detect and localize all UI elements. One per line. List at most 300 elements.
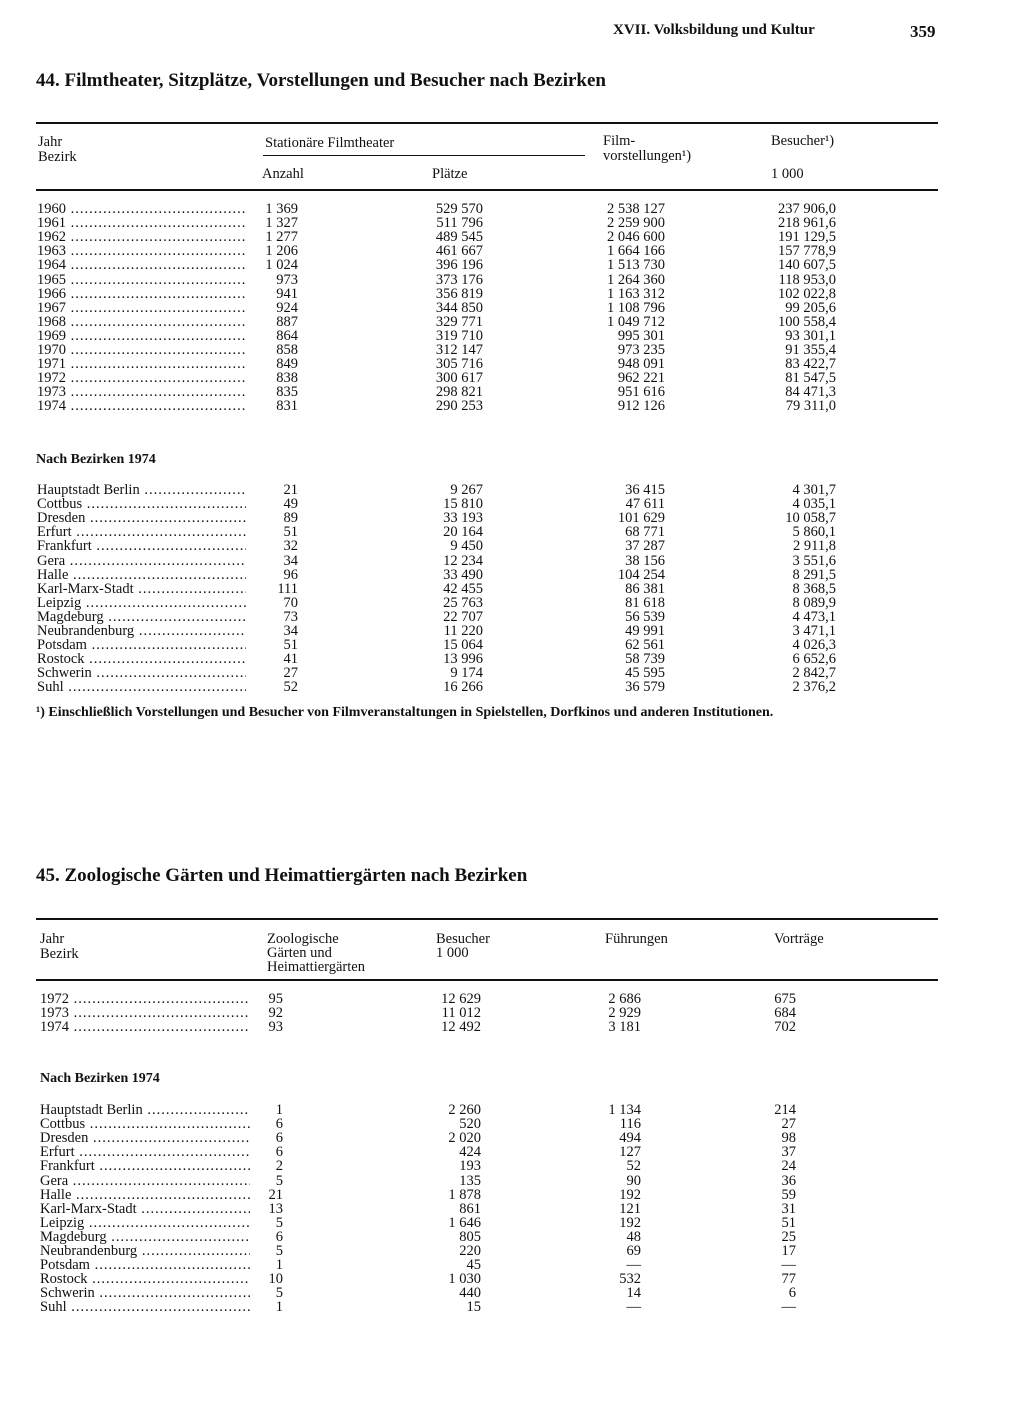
cell-value: 2	[275, 1158, 283, 1175]
cell-value: 1 049 712	[607, 313, 665, 330]
cell-value: 191 129,5	[778, 229, 836, 246]
cell-value: 220	[459, 1243, 481, 1259]
cell-value: 51	[283, 524, 298, 541]
cell-value: 1 369	[265, 201, 298, 217]
cell-value: 135	[459, 1172, 481, 1189]
row-label: Schwerin .....	[40, 1286, 250, 1300]
cell-value: 4 473,1	[792, 608, 836, 625]
cell-value: 33 490	[443, 566, 483, 583]
table44-header-jahr: Jahr	[38, 134, 63, 150]
cell-value: 36 579	[625, 679, 665, 696]
table-row	[0, 287, 1024, 301]
cell-value: 25	[781, 1228, 796, 1245]
cell-value: 118 953,0	[778, 271, 836, 288]
row-label: 1962 .....	[37, 230, 246, 244]
row-label: Leipzig .....	[40, 1216, 250, 1230]
table-row	[0, 539, 1024, 553]
cell-value: 2 911,8	[793, 538, 836, 555]
cell-value: 59	[781, 1186, 796, 1203]
row-label: Suhl .....	[37, 680, 246, 694]
row-label: 1968 .....	[37, 315, 246, 329]
row-label: Erfurt .....	[40, 1145, 250, 1159]
cell-value: —	[781, 1257, 796, 1274]
cell-value: 373 176	[435, 271, 483, 288]
table44-top-rule	[36, 122, 938, 124]
row-label: Frankfurt .....	[40, 1159, 250, 1173]
table-row	[0, 216, 1024, 230]
cell-value: 52	[626, 1158, 641, 1175]
cell-value: 33 193	[443, 510, 483, 527]
cell-value: 214	[774, 1102, 796, 1118]
cell-value: 9 450	[450, 538, 483, 555]
cell-value: 101 629	[617, 510, 665, 527]
row-label: Cottbus .....	[40, 1117, 250, 1131]
cell-value: 300 617	[435, 370, 483, 387]
table-row	[0, 258, 1024, 272]
table45-top-rule	[36, 918, 938, 920]
cell-value: 31	[781, 1200, 796, 1217]
table-row	[0, 357, 1024, 371]
cell-value: 329 771	[435, 313, 483, 330]
cell-value: 95	[268, 991, 283, 1007]
cell-value: 1 206	[265, 243, 298, 260]
cell-value: —	[626, 1257, 641, 1274]
table-row	[0, 1300, 1024, 1314]
table-row	[0, 343, 1024, 357]
table45-header-vortraege: Vorträge	[774, 931, 824, 947]
row-label: Gera .....	[37, 554, 246, 568]
cell-value: 1 134	[608, 1102, 641, 1118]
cell-value: 3 471,1	[792, 623, 836, 639]
cell-value: 3 551,6	[792, 552, 836, 569]
row-label: 1965 .....	[37, 273, 246, 287]
cell-value: 1	[275, 1257, 283, 1274]
cell-value: 10	[268, 1271, 283, 1288]
table-row	[0, 230, 1024, 244]
cell-value: 511 796	[436, 215, 483, 232]
table-row	[0, 1020, 1024, 1034]
cell-value: 48	[626, 1228, 641, 1245]
table-row	[0, 202, 1024, 216]
cell-value: 2 046 600	[607, 229, 665, 246]
cell-value: 529 570	[435, 201, 483, 217]
table44-header-film-1: Film-	[603, 133, 636, 149]
cell-value: 14	[626, 1285, 641, 1302]
cell-value: 47 611	[625, 496, 665, 513]
table-row	[0, 638, 1024, 652]
cell-value: 11 220	[443, 623, 483, 639]
row-label: 1964 .....	[37, 258, 246, 272]
cell-value: 17	[781, 1243, 796, 1259]
table44-header-anzahl: Anzahl	[262, 166, 304, 182]
cell-value: 192	[619, 1186, 641, 1203]
table-row	[0, 680, 1024, 694]
table-row	[0, 483, 1024, 497]
cell-value: 140 607,5	[778, 257, 836, 274]
table-row	[0, 329, 1024, 343]
cell-value: 8 291,5	[792, 566, 836, 583]
cell-value: 38 156	[625, 552, 665, 569]
row-label: Neubrandenburg .....	[37, 624, 246, 638]
cell-value: 13 996	[443, 651, 483, 668]
cell-value: 1 513 730	[607, 257, 665, 274]
cell-value: 12 234	[443, 552, 483, 569]
cell-value: 96	[283, 566, 298, 583]
table-row	[0, 525, 1024, 539]
table-row	[0, 1202, 1024, 1216]
cell-value: 5 860,1	[792, 524, 836, 541]
cell-value: 93 301,1	[785, 327, 836, 344]
cell-value: 121	[619, 1200, 641, 1217]
table-row	[0, 554, 1024, 568]
cell-value: 1 030	[448, 1271, 481, 1288]
table-row	[0, 568, 1024, 582]
cell-value: 1 264 360	[607, 271, 665, 288]
cell-value: 838	[276, 370, 298, 387]
cell-value: 116	[619, 1116, 641, 1133]
table-row	[0, 301, 1024, 315]
cell-value: —	[781, 1299, 796, 1316]
cell-value: 8 368,5	[792, 580, 836, 597]
cell-value: 86 381	[625, 580, 665, 597]
cell-value: 4 026,3	[792, 637, 836, 654]
cell-value: 193	[459, 1158, 481, 1175]
row-label: Karl-Marx-Stadt .....	[37, 582, 246, 596]
cell-value: 92	[268, 1005, 283, 1022]
cell-value: 675	[774, 991, 796, 1007]
cell-value: 2 259 900	[607, 215, 665, 232]
cell-value: 34	[283, 552, 298, 569]
table-row	[0, 1272, 1024, 1286]
cell-value: 51	[781, 1214, 796, 1231]
cell-value: 9 174	[450, 665, 483, 682]
cell-value: 684	[774, 1005, 796, 1022]
row-label: Rostock .....	[37, 652, 246, 666]
cell-value: 1	[275, 1299, 283, 1316]
cell-value: 1 163 312	[607, 285, 665, 302]
cell-value: 396 196	[435, 257, 483, 274]
row-label: 1967 .....	[37, 301, 246, 315]
cell-value: 45	[466, 1257, 481, 1274]
cell-value: 84 471,3	[785, 384, 836, 401]
cell-value: 1	[275, 1102, 283, 1118]
table44-header-film-2: vorstellungen¹)	[603, 148, 692, 164]
cell-value: 3 181	[608, 1019, 641, 1036]
row-label: Frankfurt .....	[37, 539, 246, 553]
cell-value: 12 492	[441, 1019, 481, 1036]
cell-value: 6	[275, 1130, 283, 1147]
cell-value: 15	[466, 1299, 481, 1316]
cell-value: 298 821	[435, 384, 483, 401]
cell-value: 2 686	[608, 991, 641, 1007]
cell-value: 24	[781, 1158, 796, 1175]
cell-value: 924	[276, 299, 298, 316]
cell-value: 102 022,8	[778, 285, 836, 302]
cell-value: 1 277	[265, 229, 298, 246]
cell-value: 58 739	[625, 651, 665, 668]
row-label: Hauptstadt Berlin .....	[40, 1103, 250, 1117]
row-label: Karl-Marx-Stadt .....	[40, 1202, 250, 1216]
table45-header-jahr: Jahr	[40, 931, 65, 947]
row-label: Gera .....	[40, 1174, 250, 1188]
cell-value: 489 545	[435, 229, 483, 246]
cell-value: 36	[781, 1172, 796, 1189]
cell-value: 25 763	[443, 594, 483, 611]
cell-value: 27	[283, 665, 298, 682]
table-row	[0, 1174, 1024, 1188]
table-row	[0, 652, 1024, 666]
row-label: Potsdam .....	[37, 638, 246, 652]
cell-value: 62 561	[625, 637, 665, 654]
cell-value: 962 221	[617, 370, 665, 387]
cell-value: 11 012	[441, 1005, 481, 1022]
cell-value: 111	[277, 580, 298, 597]
table44-header-besucher: Besucher¹)	[771, 133, 835, 149]
cell-value: 69	[626, 1243, 641, 1259]
table-row	[0, 666, 1024, 680]
table-row	[0, 315, 1024, 329]
cell-value: 8 089,9	[792, 594, 836, 611]
row-label: Leipzig .....	[37, 596, 246, 610]
row-label: Potsdam .....	[40, 1258, 250, 1272]
row-label: 1970 .....	[37, 343, 246, 357]
cell-value: 532	[619, 1271, 641, 1288]
cell-value: 1 878	[448, 1186, 481, 1203]
cell-value: 157 778,9	[778, 243, 836, 260]
row-label: Halle .....	[37, 568, 246, 582]
cell-value: 79 311,0	[785, 398, 836, 415]
cell-value: 21	[283, 482, 298, 498]
cell-value: 218 961,6	[778, 215, 836, 232]
table-row	[0, 596, 1024, 610]
cell-value: 93	[268, 1019, 283, 1036]
table-row	[0, 624, 1024, 638]
cell-value: 37 287	[625, 538, 665, 555]
cell-value: 15 810	[443, 496, 483, 513]
cell-value: 42 455	[443, 580, 483, 597]
row-label: Cottbus .....	[37, 497, 246, 511]
row-label: 1974 .....	[37, 399, 246, 413]
cell-value: 52	[283, 679, 298, 696]
cell-value: 995 301	[617, 327, 665, 344]
cell-value: 127	[619, 1144, 641, 1161]
table44-header-stationary: Stationäre Filmtheater	[265, 135, 395, 151]
table45-header-fuehrungen: Führungen	[605, 931, 668, 947]
table45-header-besucher: Besucher	[436, 931, 490, 947]
row-label: 1960 .....	[37, 202, 246, 216]
table-row	[0, 371, 1024, 385]
table-row	[0, 1188, 1024, 1202]
cell-value: 21	[268, 1186, 283, 1203]
cell-value: 45 595	[625, 665, 665, 682]
cell-value: 2 929	[608, 1005, 641, 1022]
cell-value: 49	[283, 496, 298, 513]
row-label: Magdeburg .....	[40, 1230, 250, 1244]
cell-value: 1 646	[448, 1214, 481, 1231]
cell-value: 104 254	[617, 566, 665, 583]
table-row	[0, 1230, 1024, 1244]
table44-header-bezirk: Bezirk	[38, 149, 77, 165]
row-label: 1969 .....	[37, 329, 246, 343]
cell-value: 805	[459, 1228, 481, 1245]
cell-value: 37	[781, 1144, 796, 1161]
cell-value: 356 819	[435, 285, 483, 302]
cell-value: 1 327	[265, 215, 298, 232]
cell-value: 5	[275, 1243, 283, 1259]
cell-value: 32	[283, 538, 298, 555]
table44-header-rule	[36, 189, 938, 191]
table-row	[0, 1145, 1024, 1159]
cell-value: 4 301,7	[792, 482, 836, 498]
table-row	[0, 1159, 1024, 1173]
cell-value: 948 091	[617, 356, 665, 373]
cell-value: 5	[275, 1172, 283, 1189]
cell-value: 6 652,6	[792, 651, 836, 668]
row-label: 1972 .....	[37, 371, 246, 385]
table-row	[0, 273, 1024, 287]
cell-value: 192	[619, 1214, 641, 1231]
cell-value: 12 629	[441, 991, 481, 1007]
cell-value: 2 538 127	[607, 201, 665, 217]
cell-value: 951 616	[617, 384, 665, 401]
table-row	[0, 385, 1024, 399]
table-row	[0, 1216, 1024, 1230]
row-label: Dresden .....	[37, 511, 246, 525]
table-row	[0, 992, 1024, 1006]
cell-value: 440	[459, 1285, 481, 1302]
cell-value: 100 558,4	[778, 313, 836, 330]
row-label: Halle .....	[40, 1188, 250, 1202]
table45-title: 45. Zoologische Gärten und Heimattiergärten nach Bezirken	[36, 865, 528, 886]
cell-value: 973	[276, 271, 298, 288]
row-label: Neubrandenburg .....	[40, 1244, 250, 1258]
cell-value: 68 771	[625, 524, 665, 541]
row-label: Suhl .....	[40, 1300, 250, 1314]
cell-value: 1 024	[265, 257, 298, 274]
cell-value: 831	[276, 398, 298, 415]
cell-value: 49 991	[625, 623, 665, 639]
cell-value: 5	[275, 1214, 283, 1231]
row-label: 1966 .....	[37, 287, 246, 301]
cell-value: 912 126	[617, 398, 665, 415]
table45-header-bezirk: Bezirk	[40, 946, 79, 962]
cell-value: 36 415	[625, 482, 665, 498]
table44-header-unit: 1 000	[771, 166, 804, 182]
cell-value: 861	[459, 1200, 481, 1217]
cell-value: 6	[275, 1116, 283, 1133]
cell-value: 73	[283, 608, 298, 625]
table45-section-label: Nach Bezirken 1974	[40, 1071, 160, 1086]
cell-value: 34	[283, 623, 298, 639]
cell-value: 305 716	[435, 356, 483, 373]
row-label: 1972 .....	[40, 992, 250, 1006]
cell-value: 41	[283, 651, 298, 668]
cell-value: 319 710	[435, 327, 483, 344]
cell-value: 5	[275, 1285, 283, 1302]
row-label: 1973 .....	[37, 385, 246, 399]
row-label: 1974 .....	[40, 1020, 250, 1034]
cell-value: 2 020	[448, 1130, 481, 1147]
cell-value: 6	[275, 1228, 283, 1245]
cell-value: 83 422,7	[785, 356, 836, 373]
cell-value: 494	[619, 1130, 641, 1147]
cell-value: 20 164	[443, 524, 483, 541]
cell-value: 344 850	[435, 299, 483, 316]
cell-value: 2 260	[448, 1102, 481, 1118]
table45-header-zoo-2: Gärten und	[267, 945, 332, 961]
running-head: XVII. Volksbildung und Kultur	[613, 22, 815, 38]
table-row	[0, 1117, 1024, 1131]
table45-header-zoo-3: Heimattiergärten	[267, 959, 365, 975]
cell-value: 81 547,5	[785, 370, 836, 387]
cell-value: 864	[276, 327, 298, 344]
cell-value: 81 618	[625, 594, 665, 611]
cell-value: 941	[276, 285, 298, 302]
cell-value: 520	[459, 1116, 481, 1133]
cell-value: 290 253	[435, 398, 483, 415]
table44-header-plaetze: Plätze	[432, 166, 468, 182]
cell-value: 2 842,7	[792, 665, 836, 682]
table44-stationary-rule	[263, 155, 585, 156]
page-number: 359	[910, 22, 936, 41]
table-row	[0, 497, 1024, 511]
table-row	[0, 610, 1024, 624]
row-label: Magdeburg .....	[37, 610, 246, 624]
table-row	[0, 1103, 1024, 1117]
row-label: Rostock .....	[40, 1272, 250, 1286]
table-row	[0, 582, 1024, 596]
table-row	[0, 1258, 1024, 1272]
table-row	[0, 511, 1024, 525]
table45-header-unit: 1 000	[436, 945, 469, 961]
row-label: 1971 .....	[37, 357, 246, 371]
cell-value: 6	[275, 1144, 283, 1161]
cell-value: 16 266	[443, 679, 483, 696]
cell-value: 70	[283, 594, 298, 611]
table44-footnote: ¹) Einschließlich Vorstellungen und Besucher von Filmveranstaltungen in Spielstellen, Dorfkinos und anderen Institutionen.	[36, 705, 774, 720]
cell-value: 15 064	[443, 637, 483, 654]
cell-value: 237 906,0	[778, 201, 836, 217]
cell-value: 424	[459, 1144, 481, 1161]
cell-value: —	[626, 1299, 641, 1316]
row-label: 1963 .....	[37, 244, 246, 258]
cell-value: 56 539	[625, 608, 665, 625]
cell-value: 98	[781, 1130, 796, 1147]
cell-value: 849	[276, 356, 298, 373]
cell-value: 27	[781, 1116, 796, 1133]
cell-value: 13	[268, 1200, 283, 1217]
table-row	[0, 1006, 1024, 1020]
cell-value: 1 664 166	[607, 243, 665, 260]
table45-header-rule	[36, 979, 938, 981]
cell-value: 22 707	[443, 608, 483, 625]
cell-value: 91 355,4	[785, 342, 836, 358]
cell-value: 99 205,6	[785, 299, 836, 316]
cell-value: 89	[283, 510, 298, 527]
table45-header-zoo-1: Zoologische	[267, 931, 339, 947]
cell-value: 973 235	[617, 342, 665, 358]
cell-value: 702	[774, 1019, 796, 1036]
row-label: 1961 .....	[37, 216, 246, 230]
table44-section-label: Nach Bezirken 1974	[36, 452, 156, 467]
row-label: 1973 .....	[40, 1006, 250, 1020]
table-row	[0, 244, 1024, 258]
table-row	[0, 1131, 1024, 1145]
row-label: Hauptstadt Berlin .....	[37, 483, 246, 497]
cell-value: 835	[276, 384, 298, 401]
cell-value: 6	[788, 1285, 796, 1302]
table-row	[0, 1244, 1024, 1258]
